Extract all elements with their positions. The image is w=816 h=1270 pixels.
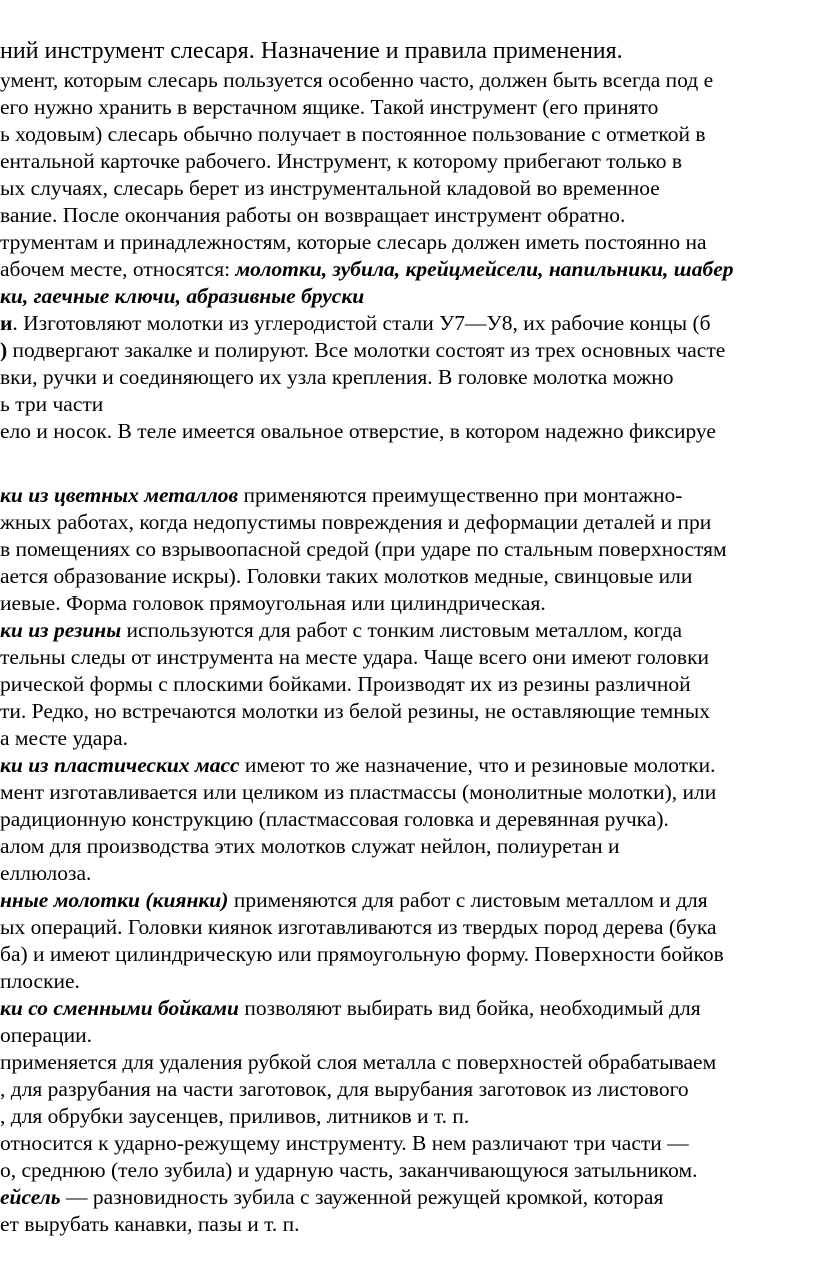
text-line: , для разрубания на части заготовок, для вырубания заготовок из листового (0, 1077, 689, 1101)
text-line: ых случаях, слесарь берет из инструментальной кладовой во временное (0, 176, 660, 200)
text-segment: . Изготовляют молотки из углеродистой стали У7—У8, их рабочие концы (б (12, 311, 711, 335)
text-line: ь три части (0, 392, 104, 416)
text-line: мент изготавливается или целиком из пластмассы (монолитные молотки), или (0, 780, 717, 804)
term-mallets: нные молотки (киянки) (0, 888, 229, 912)
text-line: иевые. Форма головок прямоугольная или цилиндрическая. (0, 591, 546, 615)
term-hammers: и (0, 311, 13, 335)
text-line: ых операций. Головки киянок изготавливаются из твердых пород дерева (бука (0, 915, 717, 939)
text-line: ти. Редко, но встречаются молотки из белой резины, не оставляющие темных (0, 699, 710, 723)
text-line (0, 752, 716, 778)
text-line: умент, которым слесарь пользуется особенно часто, должен быть всегда под е (0, 68, 714, 92)
text-line: алом для производства этих молотков служат нейлон, полиуретан и (0, 834, 620, 858)
text-segment: применяются для работ с листовым металлом и для (228, 888, 708, 912)
text-segment: абочем месте, относятся: (0, 257, 236, 281)
text-line: трументам и принадлежностям, которые слесарь должен иметь постоянно на (0, 230, 707, 254)
text-segment: подвергают закалке и полируют. Все молотки состоят из трех основных часте (7, 338, 726, 362)
term-plastic-hammers: ки из пластических масс (0, 753, 240, 777)
text-line: операции. (0, 1023, 92, 1047)
text-line (0, 887, 708, 913)
text-line: ь ходовым) слесарь обычно получает в постоянное пользование с отметкой в (0, 122, 706, 146)
text-line (0, 1184, 663, 1210)
term-replaceable-face-hammers: ки со сменными бойками (0, 996, 239, 1020)
text-line: плоские. (0, 969, 80, 993)
text-line: ентальной карточке рабочего. Инструмент, к которому прибегают только в (0, 149, 683, 173)
emphasis-tool-list: молотки, зубила, крейцмейсели, напильники, шабер (235, 257, 734, 281)
text-line (0, 995, 701, 1021)
text-segment: позволяют выбирать вид бойка, необходимый для (238, 996, 701, 1020)
text-line: о, среднюю (тело зубила) и ударную часть, заканчивающуюся затыльником. (0, 1158, 698, 1182)
text-line (0, 310, 711, 336)
text-segment-bold: ) (0, 338, 8, 362)
text-line: вки, ручки и соединяющего их узла крепления. В головке молотка можно (0, 365, 674, 389)
text-segment: имеют то же назначение, что и резиновые молотки. (239, 753, 716, 777)
text-segment: — разновидность зубила с зауженной режущей кромкой, которая (60, 1185, 664, 1209)
text-line: , для обрубки заусенцев, приливов, литников и т. п. (0, 1104, 470, 1128)
text-line: еллюлоза. (0, 861, 92, 885)
text-line: а месте удара. (0, 726, 129, 750)
text-line (0, 337, 725, 363)
text-line (0, 617, 682, 643)
text-line: рической формы с плоскими бойками. Производят их из резины различной (0, 672, 691, 696)
text-line: радиционную конструкцию (пластмассовая головка и деревянная ручка). (0, 807, 669, 831)
text-line: ет вырубать канавки, пазы и т. п. (0, 1212, 300, 1236)
text-line: жных работах, когда недопустимы повреждения и деформации деталей и при (0, 510, 712, 534)
term-cross-cut-chisel: ейсель (0, 1185, 61, 1209)
text-line: в помещениях со взрывоопасной средой (при ударе по стальным поверхностям (0, 537, 727, 561)
term-rubber-hammers: ки из резины (0, 618, 122, 642)
emphasis-tool-list-cont: ки, гаечные ключи, абразивные бруски (0, 284, 365, 308)
text-segment: применяются преимущественно при монтажно- (238, 483, 683, 507)
text-line: ба) и имеют цилиндрическую или прямоугольную форму. Поверхности бойков (0, 942, 724, 966)
document-title: ний инструмент слесаря. Назначение и правила применения. (0, 38, 623, 64)
text-line: относится к ударно-режущему инструменту. В нем различают три части — (0, 1131, 689, 1155)
text-segment: используются для работ с тонким листовым металлом, когда (121, 618, 682, 642)
text-line: ело и носок. В теле имеется овальное отверстие, в котором надежно фиксируе (0, 419, 716, 443)
text-line (0, 482, 682, 508)
text-line (0, 256, 734, 282)
text-line: вание. После окончания работы он возвращает инструмент обратно. (0, 203, 626, 227)
text-line: его нужно хранить в верстачном ящике. Такой инструмент (его принято (0, 95, 659, 119)
term-nonferrous-hammers: ки из цветных металлов (0, 483, 239, 507)
text-line: тельны следы от инструмента на месте удара. Чаще всего они имеют головки (0, 645, 710, 669)
text-line: ается образование искры). Головки таких молотков медные, свинцовые или (0, 564, 693, 588)
text-line: применяется для удаления рубкой слоя металла с поверхностей обрабатываем (0, 1050, 717, 1074)
